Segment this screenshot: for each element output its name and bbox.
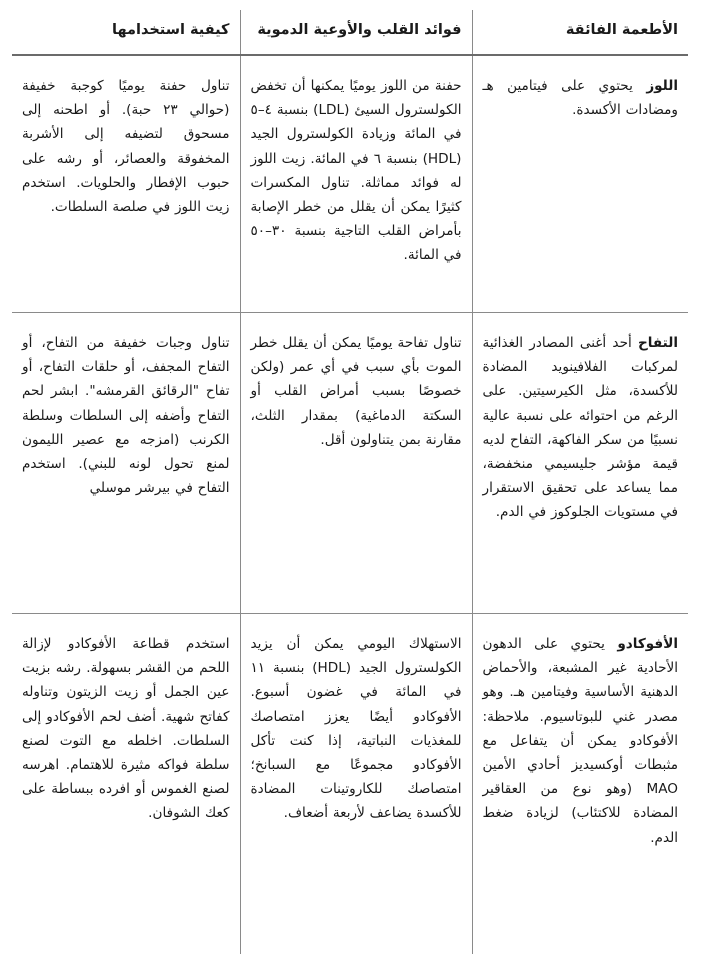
food-description: أحد أغنى المصادر الغذائية لمركبات الفلافينويد المضادة للأكسدة، مثل الكيرسيتين. على الرغم من احتوائه على نسبة عالية نسبيًا من سكر الفاكهة، التفاح لديه قيمة مؤشر جليسيمي منخفضة، مما يساعد على تحقيق الاستقرار في مستويات الجلوكوز في الدم. (482, 335, 678, 521)
table-row (12, 614, 688, 955)
food-name: التفاح (638, 335, 678, 351)
benefits-cell: الاستهلاك اليومي يمكن أن يزيد الكولسترول الجيد (HDL) بنسبة ١١ في المائة في غضون أسبوع. الأفوكادو أيضًا يعزز امتصاصك للمغذيات النباتية، إذا كنت تأكل الأفوكادو مجموعًا مع السبانخ؛ امتصاصك للكاروتينات المضادة للأكسدة يضاعف لأربعة أضعاف. (240, 614, 472, 955)
food-cell (472, 614, 688, 955)
food-cell (472, 55, 688, 313)
header-benefits: فوائد القلب والأوعية الدموية (240, 10, 472, 55)
food-description: يحتوي على فيتامين هـ ومضادات الأكسدة. (482, 78, 678, 119)
header-usage: كيفية استخدامها (12, 10, 240, 55)
food-cell (472, 313, 688, 614)
usage-cell: تناول وجبات خفيفة من التفاح، أو التفاح المجفف، أو حلقات التفاح، أو تفاح "الرقائق القرمشه". ابشر لحم التفاح وأضفه إلى السلطات وسلطة الكرنب (امزجه مع عصير الليمون لمنع تحول لونه للبني). استخدم التفاح في بيرشر موسلي (12, 313, 240, 614)
food-name: الأفوكادو (617, 636, 678, 652)
header-foods: الأطعمة الفائقة (472, 10, 688, 55)
benefits-cell: تناول تفاحة يوميًا يمكن أن يقلل خطر الموت بأي سبب في أي عمر (ولكن خصوصًا بسبب أمراض القلب أو السكتة الدماغية) بمقدار الثلث، مقارنة بمن يتناولون أقل. (240, 313, 472, 614)
food-description: يحتوي على الدهون الأحادية غير المشبعة، والأحماض الدهنية الأساسية وفيتامين هـ. وهو مصدر غني للبوتاسيوم. ملاحظة: الأفوكادو يمكن أن يتفاعل مع مثبطات أوكسيديز أحادي الأمين MAO (وهو نوع من العقاقير المضادة للاكتئاب) لزيادة ضغط الدم. (482, 636, 678, 846)
header-row (12, 10, 688, 55)
benefits-cell: حفنة من اللوز يوميًا يمكنها أن تخفض الكولسترول السيئ (LDL) بنسبة ٤–٥ في المائة وزيادة الكولسترول الجيد (HDL) بنسبة ٦ في المائة. زيت اللوز له فوائد مماثلة. تناول المكسرات كثيرًا يمكن أن يقلل من خطر الإصابة بأمراض القلب التاجية بنسبة ٣٠–٥٠ في المائة. (240, 55, 472, 313)
usage-cell: استخدم قطاعة الأفوكادو لإزالة اللحم من القشر بسهولة. رشه بزيت عين الجمل أو زيت الزيتون وتناوله كفاتح شهية. أضف لحم الأفوكادو إلى السلطات. اخلطه مع التوت لصنع سلطة فواكه مثيرة للاهتمام. اهرسه لصنع الغموس أو افرده ببساطة على كعك الشوفان. (12, 614, 240, 955)
table-row (12, 313, 688, 614)
table-row (12, 55, 688, 313)
usage-cell: تناول حفنة يوميًا كوجبة خفيفة (حوالي ٢٣ حبة). أو اطحنه إلى مسحوق لتضيفه إلى الأشربة المخفوقة والعصائر، أو رشه على حبوب الإفطار والحلويات. استخدم زيت اللوز في صلصة السلطات. (22, 78, 230, 216)
food-name: اللوز (646, 78, 678, 94)
superfoods-table (12, 10, 688, 954)
